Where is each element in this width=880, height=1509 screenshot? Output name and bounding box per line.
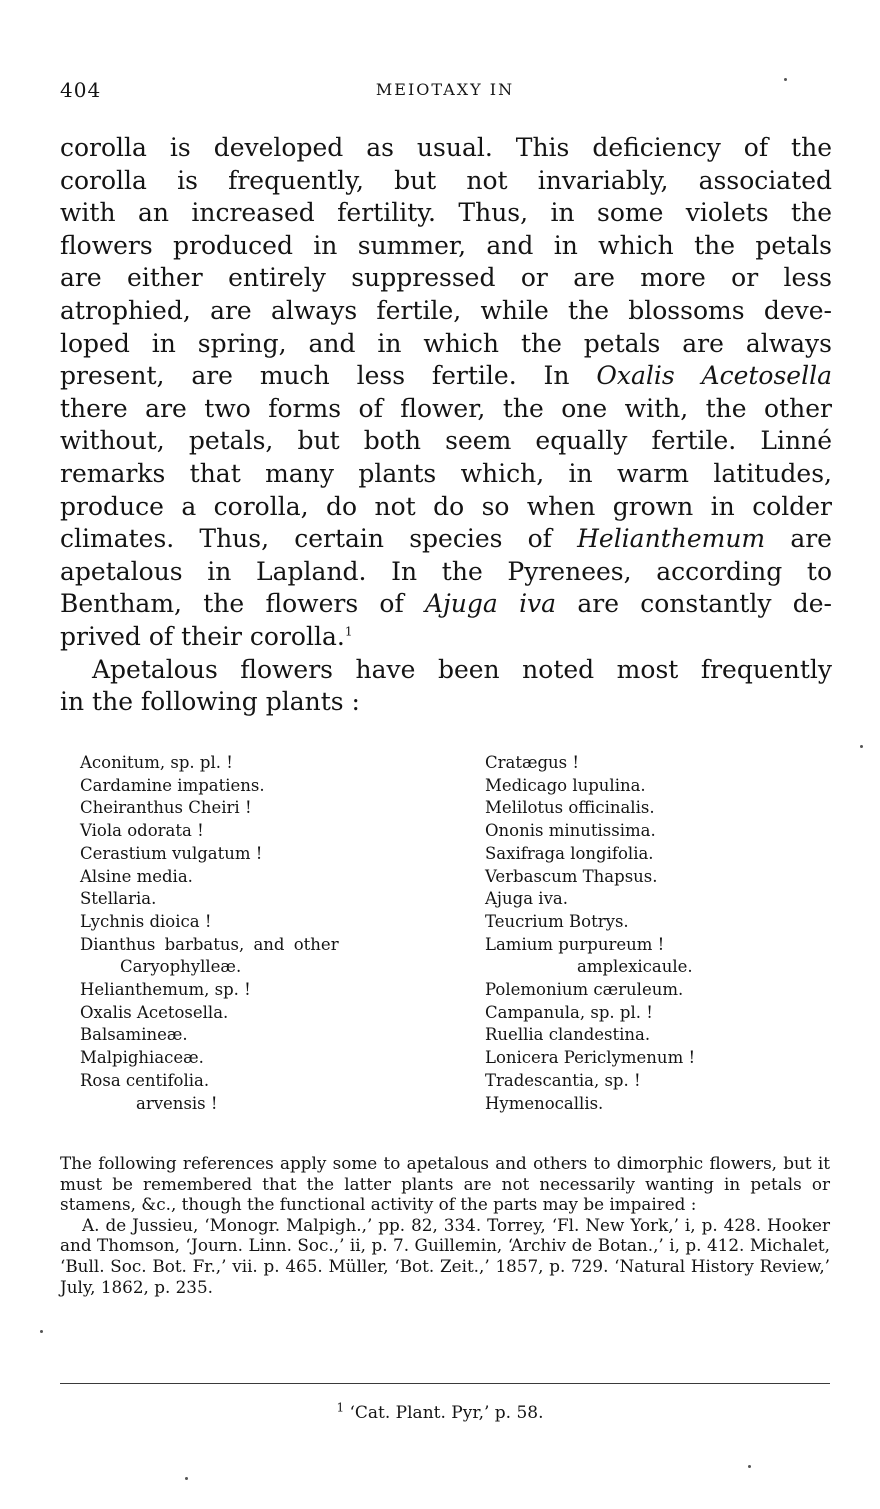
- text-run: prived of their corolla.: [60, 621, 345, 651]
- plant-list-right-column: [485, 752, 785, 1115]
- text-line: without, petals, but both seem equally fertile. Linné: [60, 426, 832, 456]
- text-line: corolla is developed as usual. This deficiency of the: [60, 133, 832, 162]
- list-item: Viola odorata !: [80, 821, 204, 841]
- text-line: there are two forms of flower, the one with, the other: [60, 393, 832, 423]
- species-name-ajuga: Ajuga iva: [424, 589, 557, 619]
- list-item: Ruellia clandestina.: [485, 1025, 651, 1045]
- list-item: Oxalis Acetosella.: [80, 1002, 229, 1022]
- list-item: Malpighiaceæ.: [80, 1048, 204, 1068]
- running-head: MEIOTAXY IN: [375, 80, 515, 99]
- text-line: with an increased fertility. Thus, in some violets the: [60, 198, 832, 228]
- list-item: Cheiranthus Cheiri !: [80, 798, 252, 818]
- text-line: corolla is frequently, but not invariably, associated: [60, 165, 832, 195]
- page-header: [60, 78, 830, 108]
- print-speck: [40, 1330, 43, 1333]
- list-item: Medicago lupulina.: [485, 775, 646, 795]
- text-line: [60, 621, 832, 654]
- references-citations: A. de Jussieu, ‘Monogr. Malpigh.,’ pp. 82, 334. Torrey, ‘Fl. New York,’ i, p. 428. Hooker and Thomson, ‘Journ. Linn. Soc.,’ ii, p. 7. Guillemin, ‘Archiv de Botan.,’ i, p. 412. Michalet, ‘Bull. Soc. Bot. Fr.,’ vii. p. 465. Müller, ‘Bot. Zeit.,’ 1857, p. 729. ‘Natural History Review,’ July, 1862, p. 235.: [60, 1214, 830, 1297]
- genus-name-helianthemum: Helianthemum: [577, 524, 766, 554]
- list-item: arvensis !: [136, 1093, 218, 1113]
- text-line: Apetalous flowers have been noted most frequently: [92, 654, 832, 684]
- list-item: Stellaria.: [80, 889, 157, 909]
- references-section: [60, 1153, 830, 1297]
- text-line: atrophied, are always fertile, while the blossoms deve-: [60, 295, 832, 325]
- list-item: Balsamineæ.: [80, 1025, 188, 1045]
- list-item: Ajuga iva.: [485, 889, 568, 909]
- list-item: Lychnis dioica !: [80, 911, 212, 931]
- list-item: Helianthemum, sp. !: [80, 980, 251, 1000]
- list-item: Campanula, sp. pl. !: [485, 1002, 653, 1022]
- page-number: 404: [60, 78, 102, 102]
- list-item: Lamium purpureum !: [485, 934, 665, 954]
- print-speck: [860, 745, 863, 748]
- list-item: amplexicaule.: [577, 957, 693, 977]
- text-line: are either entirely suppressed or are more or less: [60, 263, 832, 293]
- references-intro: The following references apply some to apetalous and others to dimorphic flowers, but it must be remembered that the latter plants are not necessarily wanting in petals or stamens, &c., though the functional activity of the parts may be impaired :: [60, 1153, 830, 1215]
- print-speck: [784, 78, 787, 81]
- list-item: Tradescantia, sp. !: [485, 1070, 641, 1090]
- list-item: Hymenocallis.: [485, 1093, 604, 1113]
- text-line: in the following plants :: [60, 687, 360, 717]
- paragraph-2: [60, 654, 832, 719]
- text-run: are: [765, 524, 832, 554]
- list-item: Rosa centifolia.: [80, 1070, 210, 1090]
- body-text: [60, 132, 832, 719]
- footnote-marker: 1: [336, 1400, 345, 1415]
- footnote-divider: [60, 1383, 830, 1384]
- text-line: [60, 588, 832, 621]
- list-item: Dianthus barbatus, and other: [80, 934, 339, 954]
- text-line: [60, 523, 832, 556]
- list-item: Polemonium cæruleum.: [485, 980, 684, 1000]
- footnote-text: ‘Cat. Plant. Pyr,’ p. 58.: [344, 1403, 544, 1423]
- text-run: Bentham, the flowers of: [60, 589, 425, 619]
- text-run: climates. Thus, certain species of: [60, 524, 578, 554]
- text-line: loped in spring, and in which the petals are always: [60, 328, 832, 358]
- text-run: are constantly de-: [556, 589, 832, 619]
- text-line: remarks that many plants which, in warm latitudes,: [60, 458, 832, 488]
- list-item: Verbascum Thapsus.: [485, 866, 658, 886]
- text-line: apetalous in Lapland. In the Pyrenees, according to: [60, 556, 832, 586]
- footnote: [0, 1400, 880, 1423]
- list-item: Ononis minutissima.: [485, 821, 656, 841]
- list-item: Alsine media.: [80, 866, 193, 886]
- list-item: Teucrium Botrys.: [485, 911, 629, 931]
- list-item: Lonicera Periclymenum !: [485, 1048, 696, 1068]
- text-run: present, are much less fertile. In: [60, 361, 597, 391]
- species-name-oxalis: Oxalis Acetosella: [596, 361, 832, 391]
- paragraph-1: [60, 132, 832, 654]
- text-line: flowers produced in summer, and in which the petals: [60, 230, 832, 260]
- footnote-reference[interactable]: 1: [344, 624, 353, 639]
- print-speck: [748, 1465, 751, 1468]
- list-item: Caryophylleæ.: [120, 957, 242, 977]
- list-item: Cratægus !: [485, 753, 580, 772]
- text-line: [60, 360, 832, 393]
- text-line: produce a corolla, do not do so when grown in colder: [60, 491, 832, 521]
- list-item: Cerastium vulgatum !: [80, 843, 263, 863]
- list-item: Aconitum, sp. pl. !: [80, 753, 233, 772]
- list-item: Cardamine impatiens.: [80, 775, 265, 795]
- list-item: Melilotus officinalis.: [485, 798, 655, 818]
- print-speck: [185, 1477, 188, 1480]
- plant-list-left-column: [80, 752, 450, 1115]
- list-item: Saxifraga longifolia.: [485, 843, 654, 863]
